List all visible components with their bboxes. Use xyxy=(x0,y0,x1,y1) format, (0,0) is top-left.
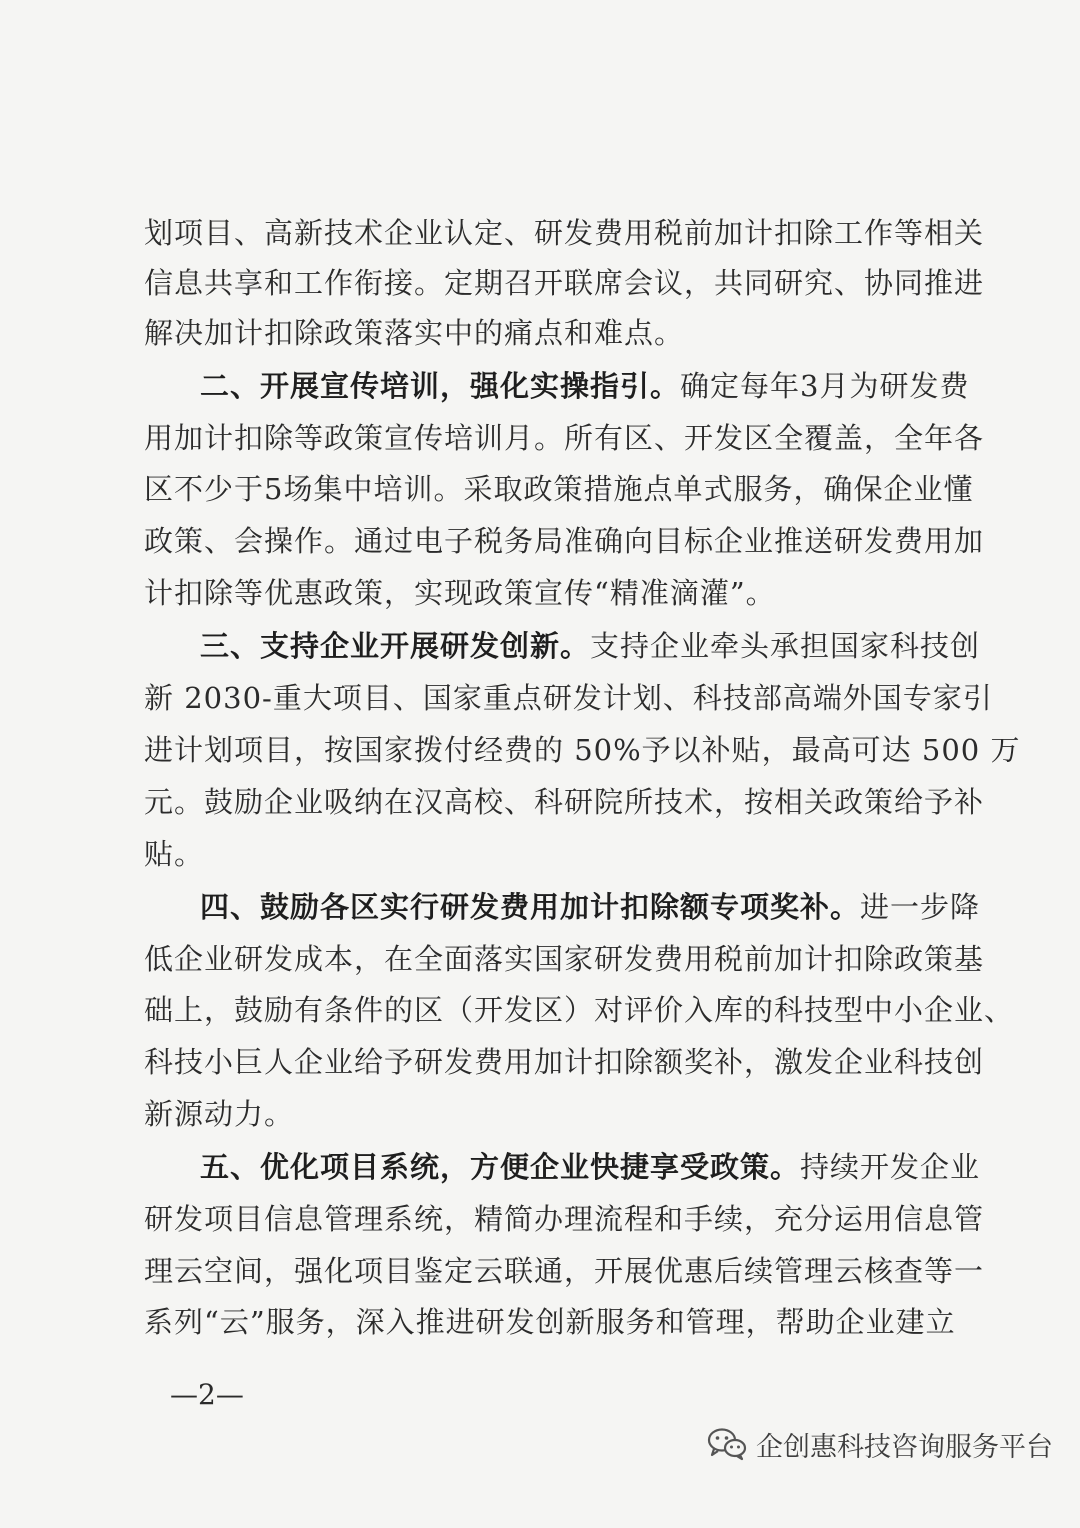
text-line: 进计划项目，按国家拨付经费的 50%予以补贴，最高可达 500 万 xyxy=(144,733,1021,767)
text-line: 计扣除等优惠政策，实现政策宣传“精准滴灌”。 xyxy=(144,576,776,610)
watermark-text: 企创惠科技咨询服务平台 xyxy=(756,1431,1053,1463)
text-line: 新 2030-重大项目、国家重点研发计划、科技部高端外国专家引 xyxy=(144,681,993,715)
section-2-heading-line: 二、开展宣传培训，强化实操指引。确定每年3月为研发费 xyxy=(200,369,970,403)
section-3-heading-line: 三、支持企业开展研发创新。支持企业牵头承担国家科技创 xyxy=(200,629,981,663)
text-line: 元。鼓励企业吸纳在汉高校、科研院所技术，按相关政策给予补 xyxy=(144,785,985,819)
text-line: 政策、会操作。通过电子税务局准确向目标企业推送研发费用加 xyxy=(144,524,985,558)
wechat-icon xyxy=(706,1426,748,1462)
text-line: 础上，鼓励有条件的区（开发区）对评价入库的科技型中小企业、 xyxy=(144,993,1015,1027)
text-line: 科技小巨人企业给予研发费用加计扣除额奖补，激发企业科技创 xyxy=(144,1045,985,1079)
text-line: 系列“云”服务，深入推进研发创新服务和管理，帮助企业建立 xyxy=(144,1305,956,1339)
text-line: 贴。 xyxy=(144,837,205,871)
section-4-heading-line: 四、鼓励各区实行研发费用加计扣除额专项奖补。进一步降 xyxy=(200,890,981,924)
text-line: 区不少于5场集中培训。采取政策措施点单式服务，确保企业懂 xyxy=(144,472,974,506)
text-line: 研发项目信息管理系统，精简办理流程和手续，充分运用信息管 xyxy=(144,1202,985,1236)
section-heading: 三、支持企业开展研发创新。 xyxy=(200,629,591,663)
page-number: —2— xyxy=(170,1378,244,1411)
text-line: 信息共享和工作衔接。定期召开联席会议，共同研究、协同推进 xyxy=(144,266,985,300)
text-line: 低企业研发成本，在全面落实国家研发费用税前加计扣除政策基 xyxy=(144,942,985,976)
section-heading: 二、开展宣传培训，强化实操指引。 xyxy=(200,369,681,403)
watermark xyxy=(706,1424,1053,1464)
text-line: 解决加计扣除政策落实中的痛点和难点。 xyxy=(144,316,685,350)
section-heading: 五、优化项目系统，方便企业快捷享受政策。 xyxy=(200,1150,801,1184)
text-line: 划项目、高新技术企业认定、研发费用税前加计扣除工作等相关 xyxy=(144,216,985,250)
text-line: 用加计扣除等政策宣传培训月。所有区、开发区全覆盖，全年各 xyxy=(144,421,985,455)
text-line: 新源动力。 xyxy=(144,1097,295,1131)
section-5-heading-line: 五、优化项目系统，方便企业快捷享受政策。持续开发企业 xyxy=(200,1150,981,1184)
text-line: 理云空间，强化项目鉴定云联通，开展优惠后续管理云核查等一 xyxy=(144,1254,985,1288)
section-heading: 四、鼓励各区实行研发费用加计扣除额专项奖补。 xyxy=(200,890,861,924)
